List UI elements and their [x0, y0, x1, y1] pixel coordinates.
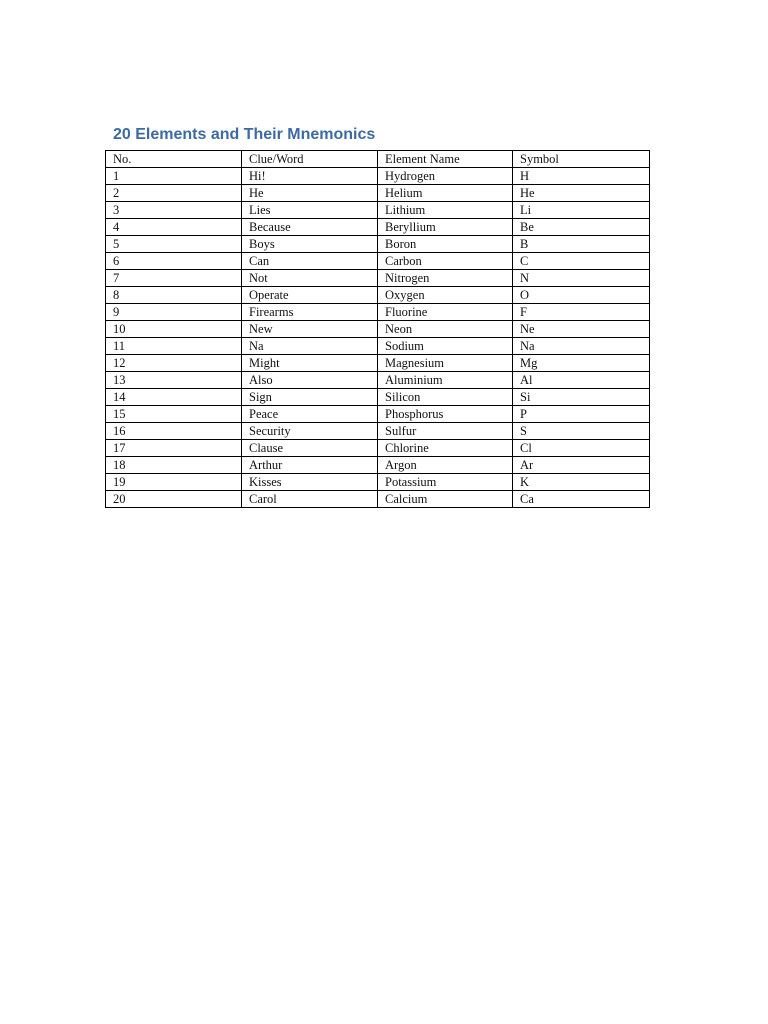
cell-clue-word: Na — [242, 338, 378, 355]
cell-element-name: Beryllium — [378, 219, 513, 236]
cell-clue-word: Boys — [242, 236, 378, 253]
cell-symbol: He — [513, 185, 650, 202]
cell-element-name: Neon — [378, 321, 513, 338]
cell-element-name: Aluminium — [378, 372, 513, 389]
cell-number: 16 — [106, 423, 242, 440]
cell-number: 3 — [106, 202, 242, 219]
cell-symbol: P — [513, 406, 650, 423]
cell-symbol: S — [513, 423, 650, 440]
cell-symbol: H — [513, 168, 650, 185]
cell-symbol: N — [513, 270, 650, 287]
cell-clue-word: Operate — [242, 287, 378, 304]
cell-symbol: Na — [513, 338, 650, 355]
table-row — [106, 474, 650, 491]
cell-symbol: Cl — [513, 440, 650, 457]
cell-element-name: Silicon — [378, 389, 513, 406]
cell-clue-word: Might — [242, 355, 378, 372]
header-clue-word: Clue/Word — [242, 151, 378, 168]
header-element-name: Element Name — [378, 151, 513, 168]
cell-symbol: Be — [513, 219, 650, 236]
cell-clue-word: Kisses — [242, 474, 378, 491]
cell-element-name: Hydrogen — [378, 168, 513, 185]
table-body — [106, 168, 650, 508]
cell-clue-word: Can — [242, 253, 378, 270]
table-row — [106, 253, 650, 270]
cell-clue-word: Arthur — [242, 457, 378, 474]
table-row — [106, 440, 650, 457]
table-row — [106, 491, 650, 508]
table-header-row — [106, 151, 650, 168]
cell-element-name: Argon — [378, 457, 513, 474]
cell-element-name: Calcium — [378, 491, 513, 508]
cell-symbol: O — [513, 287, 650, 304]
cell-clue-word: Not — [242, 270, 378, 287]
table-row — [106, 338, 650, 355]
cell-number: 1 — [106, 168, 242, 185]
table-row — [106, 287, 650, 304]
cell-clue-word: Carol — [242, 491, 378, 508]
cell-number: 5 — [106, 236, 242, 253]
cell-number: 2 — [106, 185, 242, 202]
cell-symbol: Li — [513, 202, 650, 219]
table-row — [106, 270, 650, 287]
table-row — [106, 372, 650, 389]
table-row — [106, 202, 650, 219]
cell-number: 20 — [106, 491, 242, 508]
cell-number: 7 — [106, 270, 242, 287]
cell-number: 6 — [106, 253, 242, 270]
table-row — [106, 304, 650, 321]
table-row — [106, 219, 650, 236]
cell-number: 19 — [106, 474, 242, 491]
table-row — [106, 457, 650, 474]
cell-element-name: Nitrogen — [378, 270, 513, 287]
cell-number: 17 — [106, 440, 242, 457]
table-row — [106, 389, 650, 406]
document-title: 20 Elements and Their Mnemonics — [113, 126, 376, 143]
header-symbol: Symbol — [513, 151, 650, 168]
cell-symbol: Si — [513, 389, 650, 406]
cell-clue-word: Security — [242, 423, 378, 440]
cell-element-name: Boron — [378, 236, 513, 253]
cell-clue-word: Firearms — [242, 304, 378, 321]
table-row — [106, 236, 650, 253]
cell-element-name: Potassium — [378, 474, 513, 491]
cell-number: 14 — [106, 389, 242, 406]
cell-element-name: Phosphorus — [378, 406, 513, 423]
cell-symbol: B — [513, 236, 650, 253]
table-row — [106, 185, 650, 202]
cell-element-name: Chlorine — [378, 440, 513, 457]
cell-symbol: K — [513, 474, 650, 491]
cell-number: 9 — [106, 304, 242, 321]
cell-number: 8 — [106, 287, 242, 304]
cell-element-name: Carbon — [378, 253, 513, 270]
table-row — [106, 168, 650, 185]
cell-number: 15 — [106, 406, 242, 423]
cell-symbol: Ne — [513, 321, 650, 338]
table-row — [106, 406, 650, 423]
cell-symbol: F — [513, 304, 650, 321]
cell-number: 4 — [106, 219, 242, 236]
cell-number: 10 — [106, 321, 242, 338]
cell-number: 13 — [106, 372, 242, 389]
cell-element-name: Sodium — [378, 338, 513, 355]
table-row — [106, 355, 650, 372]
elements-table — [105, 150, 650, 508]
cell-clue-word: He — [242, 185, 378, 202]
cell-element-name: Sulfur — [378, 423, 513, 440]
cell-element-name: Oxygen — [378, 287, 513, 304]
cell-element-name: Fluorine — [378, 304, 513, 321]
cell-clue-word: Also — [242, 372, 378, 389]
cell-symbol: Al — [513, 372, 650, 389]
cell-clue-word: Lies — [242, 202, 378, 219]
cell-clue-word: Clause — [242, 440, 378, 457]
table-row — [106, 321, 650, 338]
cell-symbol: Ca — [513, 491, 650, 508]
table-row — [106, 423, 650, 440]
cell-clue-word: New — [242, 321, 378, 338]
cell-number: 12 — [106, 355, 242, 372]
cell-symbol: C — [513, 253, 650, 270]
cell-clue-word: Hi! — [242, 168, 378, 185]
cell-element-name: Helium — [378, 185, 513, 202]
cell-symbol: Ar — [513, 457, 650, 474]
cell-clue-word: Because — [242, 219, 378, 236]
cell-number: 18 — [106, 457, 242, 474]
cell-clue-word: Peace — [242, 406, 378, 423]
cell-element-name: Lithium — [378, 202, 513, 219]
cell-number: 11 — [106, 338, 242, 355]
cell-symbol: Mg — [513, 355, 650, 372]
cell-clue-word: Sign — [242, 389, 378, 406]
header-number: No. — [106, 151, 242, 168]
cell-element-name: Magnesium — [378, 355, 513, 372]
